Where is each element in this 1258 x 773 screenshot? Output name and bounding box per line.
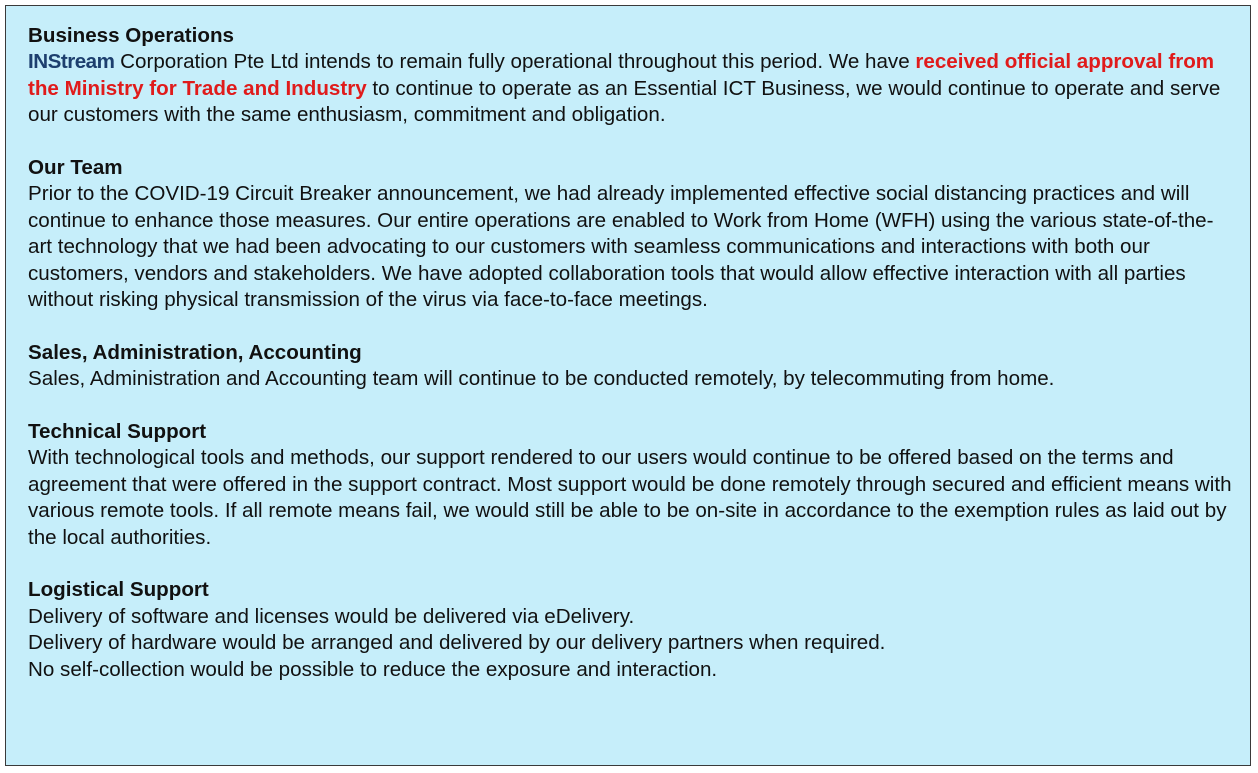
our-team-heading: Our Team: [28, 156, 123, 180]
sales-admin-heading: Sales, Administration, Accounting: [28, 340, 362, 364]
business-operations-text-before: Corporation Pte Ltd intends to remain fully operational throughout this period. We have: [114, 50, 916, 74]
business-operations-heading: Business Operations: [28, 24, 234, 47]
technical-support-paragraph: With technological tools and methods, our support rendered to our users would continue to be offered based on the terms and agreement that were offered in the support contract. Most support would be done remotely through secured and efficient means with various remote tools. If all remote means fail, we would still be able to be on-site in accordance to the exemption rules as laid out by the local authorities.: [28, 446, 1232, 549]
approval-highlight: received official approval from the Ministry for Trade and Industry: [28, 50, 1215, 100]
logistical-support-heading: Logistical Support: [28, 578, 209, 602]
notice-panel: [5, 5, 1251, 766]
section-our-team: [28, 155, 1234, 313]
section-technical-support: [28, 419, 1234, 551]
business-operations-text-after: to continue to operate as an Essential ICT Business, we would continue to operate and serve our customers with the same enthusiasm, commitment and obligation.: [28, 76, 1221, 127]
section-business-operations: [28, 23, 1234, 129]
our-team-paragraph: Prior to the COVID-19 Circuit Breaker announcement, we had already implemented effective social distancing practices and will continue to enhance those measures. Our entire operations are enabled to Work from Home (WFH) using the various state-of-the-art technology that we had been advocating to our customers with seamless communications and interactions with both our customers, vendors and stakeholders. We have adopted collaboration tools that would allow effective interaction with all parties without risking physical transmission of the virus via face-to-face meetings.: [28, 182, 1214, 312]
business-operations-paragraph: [28, 49, 1234, 128]
section-sales-administration-accounting: [28, 340, 1234, 393]
company-brand-name: INStream: [28, 50, 115, 74]
technical-support-heading: Technical Support: [28, 420, 207, 444]
logistical-support-line: No self-collection would be possible to reduce the exposure and interaction.: [28, 657, 718, 681]
logistical-support-line: Delivery of software and licenses would be delivered via eDelivery.: [28, 604, 635, 628]
sales-admin-paragraph: Sales, Administration and Accounting team will continue to be conducted remotely, by telecommuting from home.: [28, 367, 1055, 391]
logistical-support-line: Delivery of hardware would be arranged and delivered by our delivery partners when required.: [28, 631, 886, 655]
section-logistical-support: [28, 577, 1234, 683]
